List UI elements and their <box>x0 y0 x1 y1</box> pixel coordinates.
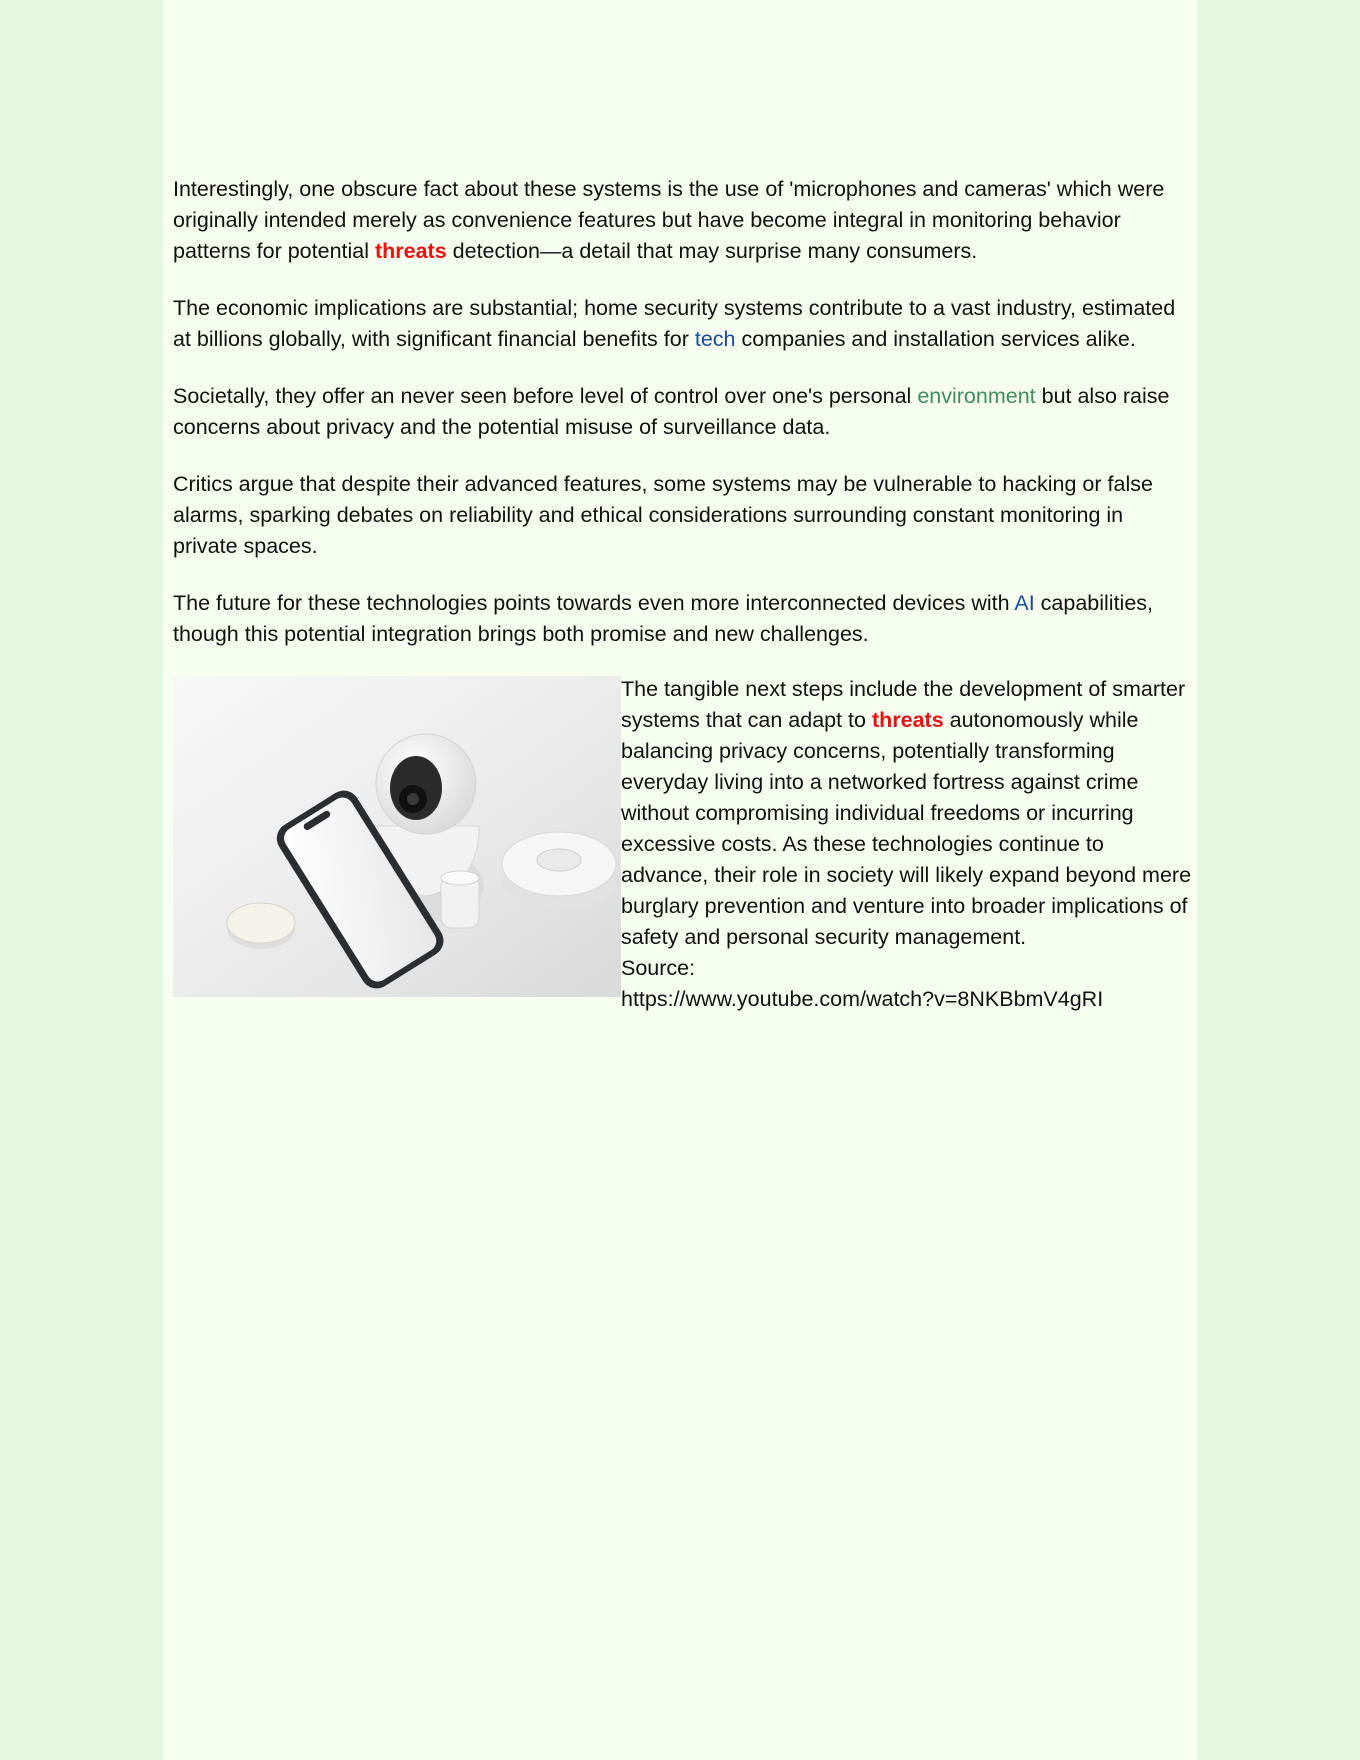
keyword-threats: threats <box>374 239 447 263</box>
paragraph-critics: Critics argue that despite their advanced features, some systems may be vulnerable to hacking or false alarms, sparking debates on reliability and ethical considerations surrounding constant monitoring in private spaces. <box>173 472 1153 558</box>
source-label: Source: <box>621 956 696 980</box>
article-body <box>173 174 1193 1036</box>
keyword-threats-2: threats <box>871 708 944 732</box>
smart-home-devices-photo <box>173 676 621 997</box>
figure-block <box>173 676 1193 1036</box>
page <box>163 0 1197 1760</box>
paragraph-societal: Societally, they offer an never seen before level of control over one's personal environment but also raise concerns about privacy and the potential misuse of surveillance data. <box>173 384 1170 439</box>
figure-caption-text: The tangible next steps include the development of smarter systems that can adapt to threats autonomously while balancing privacy concerns, potentially transforming everyday living into a networked fortress against crime without compromising individual freedoms or incurring excessive costs. As these technologies continue to advance, their role in society will likely expand beyond mere burglary prevention and venture into broader implications of safety and personal security management. Source: https://www.youtube.com/watch?v=8NKBbmV4gRI <box>621 674 1196 1015</box>
paragraph-economic: The economic implications are substantial; home security systems contribute to a vast industry, estimated at billions globally, with significant financial benefits for tech companies and installation services alike. <box>173 296 1176 351</box>
paragraph-future: The future for these technologies points towards even more interconnected devices with AI capabilities, though this potential integration brings both promise and new challenges. <box>173 591 1154 646</box>
keyword-tech: tech <box>694 327 736 351</box>
keyword-ai: AI <box>1014 591 1035 615</box>
paragraph-microphones: Interestingly, one obscure fact about these systems is the use of 'microphones and cameras' which were originally intended merely as convenience features but have become integral in monitoring behavior patterns for potential threats detection—a detail that may surprise many consumers. <box>173 177 1165 263</box>
source-url[interactable]: https://www.youtube.com/watch?v=8NKBbmV4gRI <box>621 987 1104 1011</box>
keyword-environment: environment <box>917 384 1036 408</box>
